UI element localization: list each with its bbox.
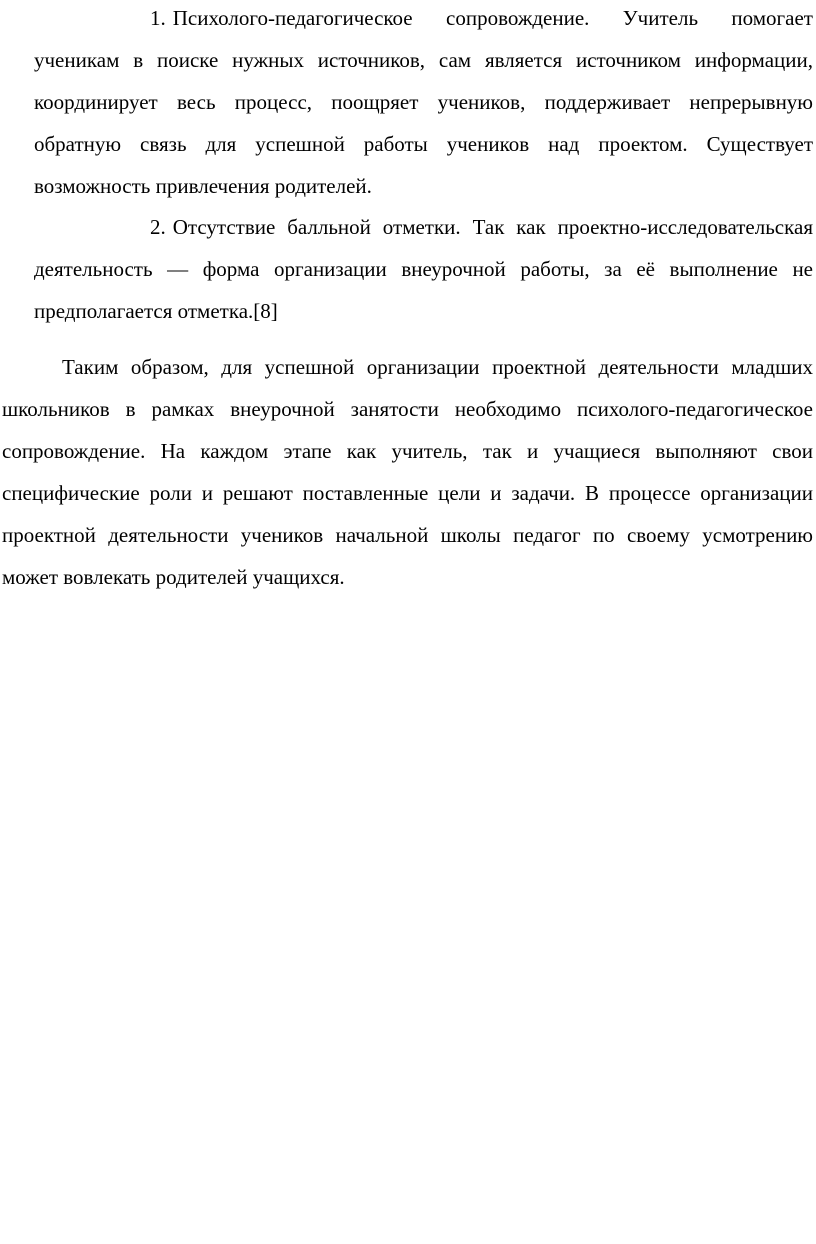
list-item-number: 1.	[150, 6, 166, 30]
list-item	[34, 206, 813, 332]
list-item	[34, 0, 813, 207]
list-item-number: 2.	[150, 215, 166, 239]
list-item-text: Психолого-педагогическое сопровождение. Учитель помогает ученикам в поиске нужных источников, сам является источником информации, координирует весь процесс, поощряет учеников, поддерживает непрерывную обратную связь для успешной работы учеников над проектом. Существует возможность привлечения родителей.	[34, 6, 813, 198]
conclusion-paragraph: Таким образом, для успешной организации проектной деятельности младших школьников в рамках внеурочной занятости необходимо психолого-педагогическое сопровождение. На каждом этапе как учитель, так и учащиеся выполняют свои специфические роли и решают поставленные цели и задачи. В процессе организации проектной деятельности учеников начальной школы педагог по своему усмотрению может вовлекать родителей учащихся.	[2, 355, 813, 589]
list-item-text: Отсутствие балльной отметки. Так как проектно-исследовательская деятельность — форма организации внеурочной работы, за её выполнение не предполагается отметка.[8]	[34, 215, 813, 323]
